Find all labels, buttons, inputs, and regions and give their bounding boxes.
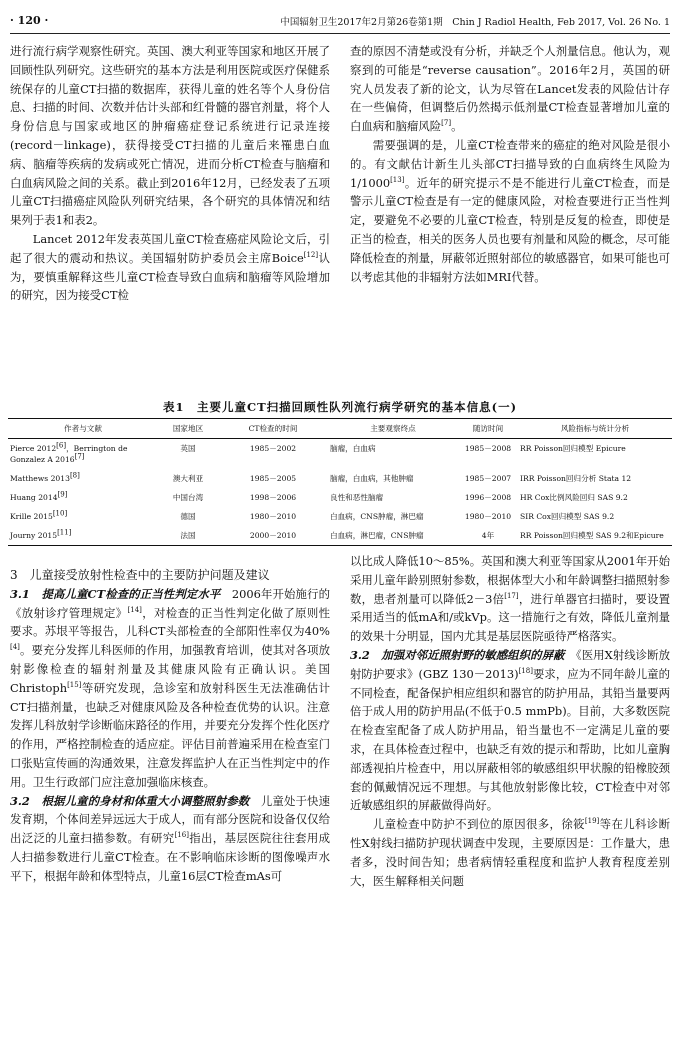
endpoint-cell: 脑瘤，白血病 bbox=[330, 444, 376, 453]
stats-cell: RR Poisson回归模型 Epicure bbox=[520, 444, 626, 453]
study-table bbox=[8, 418, 672, 546]
page-number: · 120 · bbox=[10, 14, 49, 27]
column-header: 随访时间 bbox=[458, 419, 518, 439]
citation: [18] bbox=[518, 666, 533, 675]
citation: [16] bbox=[174, 831, 189, 840]
period-cell: 1985－2002 bbox=[249, 444, 297, 453]
paragraph: Lancet 2012年发表英国儿童CT检查癌症风险论文后，引起了很大的震动和热议。美国辐射防护委员会主席Boice[12]认为，要慎重解释这些儿童CT检查导致白血病和脑瘤等风险增加的研究，因为接受CT检 bbox=[10, 231, 330, 303]
subsection-heading: 3.1 提高儿童CT检查的正当性判定水平 bbox=[10, 586, 221, 601]
endpoint-cell: 良性和恶性脑瘤 bbox=[330, 493, 384, 502]
column-header: 主要观察终点 bbox=[328, 419, 458, 439]
period-cell: 1980－2010 bbox=[249, 512, 297, 521]
citation: [19] bbox=[584, 817, 600, 826]
paragraph: 3.2 加强对邻近照射野的敏感组织的屏蔽 《医用X射线诊断放射防护要求》(GBZ 130－2013)[18]要求，应为不同年龄儿童的不同检查，配备保护相应组织和器官的防护用品，其铅当量要两倍于成人用的防护用品(不低于0.5 mmPb)。目前，大多数医院在检查室配备了成人防护用品，铅当量也不一定满足儿童的要求，在具体检查过程中，也缺乏有效的提示和帮助，比如儿童胸部透视拍片检查中，用以屏蔽相邻的敏感组织甲状腺的铅橡胶颈套的佩戴情况远不理想。与其他放射影像比较，CT检查中对邻近敏感组织的屏蔽做得尚好。 bbox=[350, 647, 670, 813]
subsection-heading: 3.2 加强对邻近照射野的敏感组织的屏蔽 bbox=[350, 647, 565, 662]
author-cell: Matthews 2013[8] bbox=[10, 471, 80, 483]
period-cell: 1985－2005 bbox=[249, 474, 297, 483]
section-heading: 3 儿童接受放射性检查中的主要防护问题及建议 bbox=[10, 568, 270, 582]
bottom-left-column bbox=[10, 566, 330, 886]
table-caption: 表1 主要儿童CT扫描回顾性队列流行病学研究的基本信息(一) bbox=[162, 400, 518, 414]
author-cell: Pierce 2012[6]，Berrington de Gonzalez A 2016[7] bbox=[10, 441, 128, 464]
followup-cell: 4年 bbox=[458, 526, 518, 546]
author-cell: Krille 2015[10] bbox=[10, 509, 68, 521]
bottom-right-column bbox=[350, 552, 670, 890]
stats-cell: IRR Poisson回归分析 Stata 12 bbox=[520, 474, 632, 483]
column-header: 风险指标与统计分析 bbox=[518, 419, 672, 439]
endpoint-cell: 白血病，淋巴瘤，CNS肿瘤 bbox=[328, 526, 458, 546]
region-cell: 英国 bbox=[180, 444, 196, 453]
region-cell: 中国台湾 bbox=[172, 493, 204, 502]
citation: [15] bbox=[67, 680, 82, 689]
stats-cell: RR Poisson回归模型 SAS 9.2和Epicure bbox=[518, 526, 672, 546]
top-right-column bbox=[350, 42, 670, 286]
stats-cell: SIR Cox回归模型 SAS 9.2 bbox=[520, 512, 615, 521]
citation: [4] bbox=[10, 643, 20, 652]
period-cell: 1998－2006 bbox=[249, 493, 297, 502]
citation: [14] bbox=[127, 605, 142, 614]
column-header: 国家地区 bbox=[158, 419, 218, 439]
region-cell: 德国 bbox=[180, 512, 196, 521]
table-row bbox=[8, 488, 672, 507]
paragraph: 查的原因不清楚或没有分析，并缺乏个人剂量信息。他认为，观察到的可能是“reverse causation”。2016年2月，英国的研究人员发表了新的论文，认为尽管在Lancet发表的风险估计存在一些偏倚，但调整后仍然揭示低剂量CT检查显著增加儿童的白血病和脑瘤风险[7]。 bbox=[350, 44, 670, 134]
followup-cell: 1985－2007 bbox=[464, 474, 512, 483]
table-row bbox=[8, 469, 672, 488]
paragraph: 以比成人降低10～85%。英国和澳大利亚等国家从2001年开始采用儿童年龄别照射参数，根据体型大小和年龄调整扫描照射参数，患者剂量可以降低2－3倍[17]，进行单器官扫描时，要设置采用适当的低mA和/或kVp。这一措施行之有效，降低儿童剂量的效果十分明显，国内尤其是基层医院亟待严格落实。 bbox=[350, 554, 670, 644]
author-cell: Huang 2014[9] bbox=[10, 490, 68, 502]
column-header: CT检查的时间 bbox=[218, 419, 328, 439]
paragraph: 3.2 根据儿童的身材和体重大小调整照射参数 儿童处于快速发育期，个体间差异远远大于成人，而有部分医院和设备仅仅给出泛泛的儿童扫描参数。有研究[16]指出，基层医院往往套用成人扫描参数进行儿童CT检查。在不影响临床诊断的图像噪声水平下，根据年龄和体型特点，儿童16层CT检查mAs可 bbox=[10, 793, 330, 883]
subsection-heading: 3.2 根据儿童的身材和体重大小调整照射参数 bbox=[10, 793, 250, 808]
journal-running-title: 中国辐射卫生2017年2月第26卷第1期 Chin J Radiol Health, Feb 2017, Vol. 26 No. 1 bbox=[280, 17, 670, 28]
stats-cell: HR Cox比例风险回归 SAS 9.2 bbox=[520, 493, 628, 502]
followup-cell: 1985－2008 bbox=[464, 444, 512, 453]
table-row bbox=[8, 507, 672, 526]
citation: [17] bbox=[504, 591, 519, 600]
author-cell: Journy 2015[11] bbox=[8, 526, 158, 546]
table-row bbox=[8, 526, 672, 546]
followup-cell: 1996－2008 bbox=[464, 493, 512, 502]
top-left-column bbox=[10, 42, 330, 305]
region-cell: 法国 bbox=[158, 526, 218, 546]
paragraph: 儿童检查中防护不到位的原因很多，徐筱[19]等在儿科诊断性X射线扫描防护现状调查中发现，主要原因是：工作量大，患者多，没时间告知；患者病情轻重程度和监护人教育程度差别大，医生解释相关问题 bbox=[350, 817, 670, 888]
endpoint-cell: 脑瘤，白血病，其他肿瘤 bbox=[330, 474, 414, 483]
citation: [13] bbox=[390, 175, 405, 184]
citation: [7] bbox=[441, 119, 452, 128]
citation: [12] bbox=[303, 250, 319, 259]
paragraph: 需要强调的是，儿童CT检查带来的癌症的绝对风险是很小的。有文献估计新生儿头部CT扫描导致的白血病终生风险为1/1000[13]。近年的研究提示不是不能进行儿童CT检查，而是警示儿童CT检查是有一定的健康风险，对检查要进行正当性判定，要避免不必要的儿童CT检查，特别是反复的检查，即使是正当的检查，相关的医务人员也要有剂量和风险的概念，尽可能降低检查的剂量，屏蔽邻近照射部位的敏感器官，如果可能也可以考虑其他的非辐射方法如MRI代替。 bbox=[350, 137, 670, 284]
table-row bbox=[8, 439, 672, 470]
table-header-row bbox=[8, 419, 672, 439]
paragraph: 进行流行病学观察性研究。英国、澳大利亚等国家和地区开展了回顾性队列研究。这些研究的基本方法是利用医院或医疗保健系统保存的儿童CT扫描的数据库，获得儿童的姓名等个人身份信息、扫描的时间、次数并估计头部和红骨髓的器官剂量，将个人身份信息与国家或地区的肿瘤癌症登记系统进行记录连接(record－linkage)，获得接受CT扫描的儿童后来罹患白血病、脑瘤等疾病的发病或死亡情况，进而分析CT检查与脑瘤和白血病风险之间的关系。截止到2016年12月，已经发表了五项儿童CT扫描癌症风险队列研究结果，各个研究的具体情况和结果列于表1和表2。 bbox=[10, 44, 330, 228]
followup-cell: 1980－2010 bbox=[464, 512, 512, 521]
region-cell: 澳大利亚 bbox=[172, 474, 204, 483]
page-header bbox=[10, 10, 670, 34]
column-header: 作者与文献 bbox=[8, 419, 158, 439]
period-cell: 2000－2010 bbox=[218, 526, 328, 546]
endpoint-cell: 白血病，CNS肿瘤，淋巴瘤 bbox=[330, 512, 424, 521]
paragraph: 3.1 提高儿童CT检查的正当性判定水平 2006年开始施行的《放射诊疗管理规定》[14]，对检查的正当性判定化做了原则性要求。苏垠平等报告，儿科CT头部检查的全部阳性率仅为40%[4]。要充分发挥儿科医师的作用，加强教育培训，使其对各项放射影像检查的辐射剂量及其健康风险有正确认识。美国Christoph[15]等研究发现，急诊室和放射科医生无法准确估计CT扫描剂量，也缺乏对健康风险及各种检查优势的认识。注意发挥儿科放射学诊断临床路径的作用，并要充分发挥个性化医疗的作用，严格控制检查的适应症。评估目前普遍采用在检查室门口张贴宣传画的沟通效果，注意发挥监护人在正当性判定中的作用。卫生行政部门应注意加强临床核查。 bbox=[10, 586, 330, 789]
